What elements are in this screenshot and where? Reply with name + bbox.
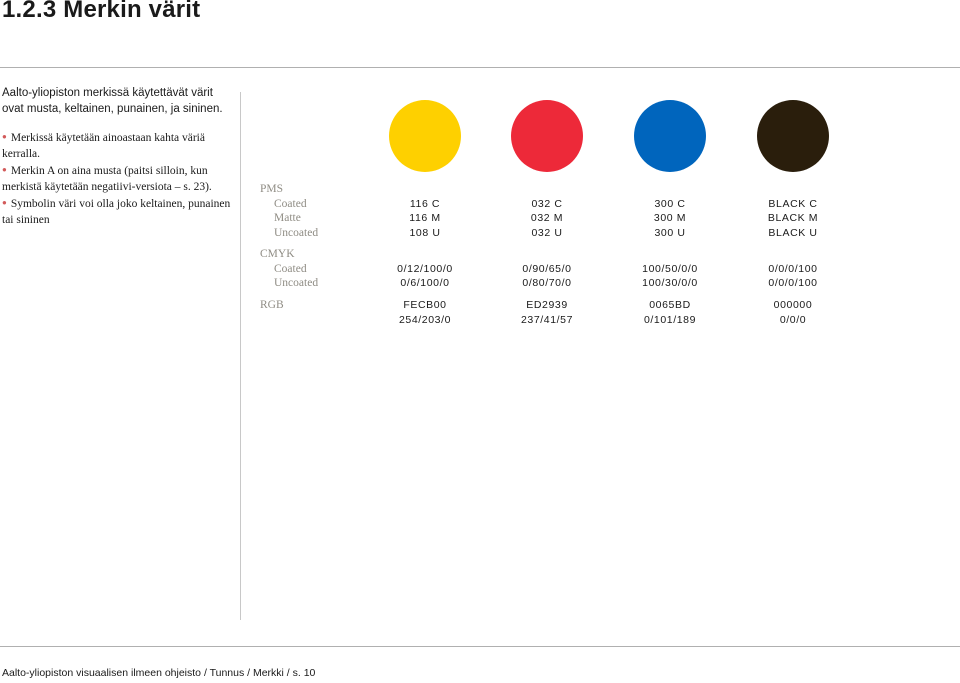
- footer-divider: [0, 646, 960, 647]
- pms-uncoated-value: BLACK U: [768, 227, 818, 239]
- intro-text: Aalto-yliopiston merkissä käytettävät värit ovat musta, keltainen, punainen, ja sininen.: [2, 87, 223, 115]
- rgb-value: 237/41/57: [520, 314, 574, 326]
- footer-text: Aalto-yliopiston visuaalisen ilmeen ohjeisto / Tunnus / Merkki / s. 10: [2, 667, 316, 679]
- label-cmyk: CMYK: [260, 248, 295, 260]
- label-pms-matte: Matte: [274, 212, 301, 224]
- bullet-text: Merkissä käytetään ainoastaan kahta väriä kerralla.: [2, 132, 205, 160]
- label-pms: PMS: [260, 183, 284, 195]
- label-cmyk-uncoated: Uncoated: [274, 277, 319, 289]
- cmyk-uncoated-value: 100/30/0/0: [642, 277, 698, 289]
- rgb-value: 0/101/189: [643, 314, 697, 326]
- cmyk-coated-value: 0/12/100/0: [397, 263, 453, 275]
- pms-matte-value: 032 M: [530, 212, 564, 224]
- pms-matte-value: 116 M: [409, 212, 441, 224]
- bullet-list: [2, 129, 238, 228]
- bullet-dot-icon: ●: [2, 132, 7, 141]
- color-swatch-yellow: [389, 100, 461, 172]
- cmyk-coated-value: 0/90/65/0: [522, 263, 572, 275]
- page-title: 1.2.3 Merkin värit: [2, 0, 201, 23]
- bullet-item: [2, 195, 238, 228]
- pms-coated-value: 032 C: [531, 198, 563, 210]
- bullet-item: [2, 162, 238, 195]
- rgb-hex-value: FECB00: [403, 299, 447, 311]
- cmyk-uncoated-value: 0/80/70/0: [522, 277, 572, 289]
- bullet-dot-icon: ●: [2, 198, 7, 207]
- rgb-hex-value: 000000: [773, 299, 813, 311]
- bullet-text: Merkin A on aina musta (paitsi silloin, kun merkistä käytetään negatiivi-versiota – s. 23).: [2, 165, 212, 193]
- header-divider: [0, 67, 960, 68]
- cmyk-coated-value: 0/0/0/100: [768, 263, 818, 275]
- pms-uncoated-value: 300 U: [654, 227, 686, 239]
- cmyk-uncoated-value: 0/0/0/100: [768, 277, 818, 289]
- pms-uncoated-value: 032 U: [531, 227, 563, 239]
- pms-coated-value: BLACK C: [768, 198, 818, 210]
- cmyk-uncoated-value: 0/6/100/0: [400, 277, 450, 289]
- column-divider: [240, 92, 241, 620]
- pms-matte-value: 300 M: [653, 212, 687, 224]
- cmyk-coated-value: 100/50/0/0: [642, 263, 698, 275]
- pms-coated-value: 116 C: [409, 198, 441, 210]
- color-swatch-red: [511, 100, 583, 172]
- rgb-value: 0/0/0: [779, 314, 807, 326]
- rgb-hex-value: ED2939: [526, 299, 568, 311]
- bullet-dot-icon: ●: [2, 165, 7, 174]
- pms-uncoated-value: 108 U: [409, 227, 441, 239]
- pms-matte-value: BLACK M: [767, 212, 819, 224]
- label-pms-coated: Coated: [274, 198, 307, 210]
- rgb-value: 254/203/0: [398, 314, 452, 326]
- bullet-text: Symbolin väri voi olla joko keltainen, punainen tai sininen: [2, 198, 231, 226]
- label-rgb: RGB: [260, 299, 284, 311]
- color-swatch-blue: [634, 100, 706, 172]
- pms-coated-value: 300 C: [654, 198, 686, 210]
- label-cmyk-coated: Coated: [274, 263, 307, 275]
- rgb-hex-value: 0065BD: [649, 299, 691, 311]
- color-swatch-black: [757, 100, 829, 172]
- label-pms-uncoated: Uncoated: [274, 227, 319, 239]
- bullet-item: [2, 129, 238, 162]
